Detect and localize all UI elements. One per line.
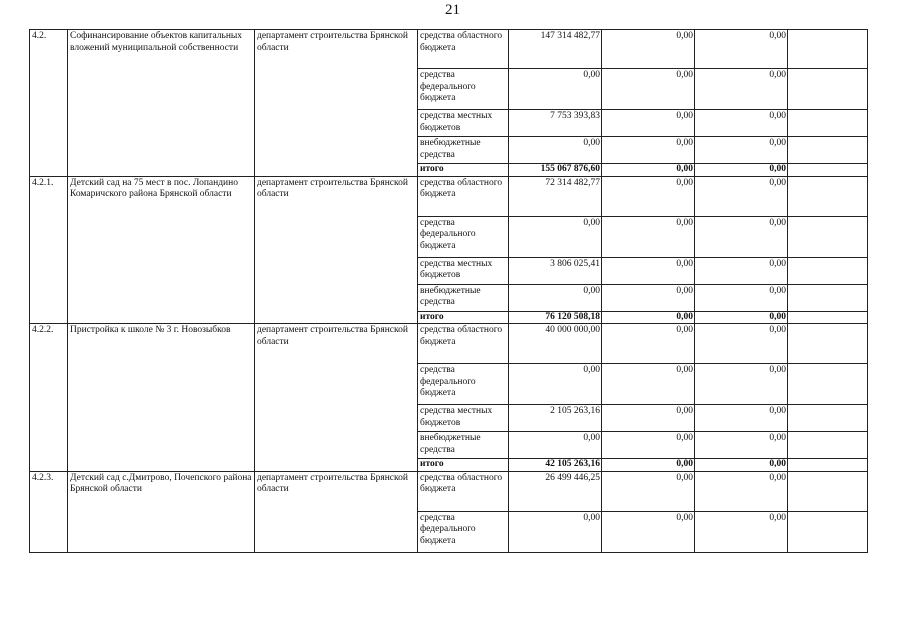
amount-cell: 7 753 393,83 <box>509 110 602 137</box>
funding-source: средства местных бюджетов <box>418 110 509 137</box>
amount-cell: 0,00 <box>695 69 788 110</box>
amount-cell: 0,00 <box>695 110 788 137</box>
empty-cell <box>788 471 868 511</box>
amount-cell: 0,00 <box>602 137 695 164</box>
amount-cell: 0,00 <box>602 257 695 284</box>
amount-cell: 0,00 <box>602 176 695 216</box>
empty-cell <box>788 216 868 257</box>
amount-cell: 0,00 <box>602 30 695 69</box>
measure-name: Детский сад на 75 мест в пос. Лопандино Комаричского района Брянской области <box>68 176 255 324</box>
amount-cell: 0,00 <box>695 284 788 311</box>
amount-cell: 0,00 <box>509 137 602 164</box>
table-row <box>30 471 868 511</box>
budget-table-body <box>30 30 868 553</box>
amount-cell: 42 105 263,16 <box>509 459 602 472</box>
amount-cell: 0,00 <box>602 311 695 324</box>
amount-cell: 0,00 <box>509 69 602 110</box>
measure-name: Пристройка к школе № 3 г. Новозыбков <box>68 324 255 472</box>
amount-cell: 0,00 <box>509 364 602 405</box>
empty-cell <box>788 459 868 472</box>
amount-cell: 72 314 482,77 <box>509 176 602 216</box>
amount-cell: 0,00 <box>695 311 788 324</box>
amount-cell: 155 067 876,60 <box>509 164 602 177</box>
amount-cell: 26 499 446,25 <box>509 471 602 511</box>
amount-cell: 0,00 <box>695 511 788 552</box>
amount-cell: 0,00 <box>602 110 695 137</box>
empty-cell <box>788 176 868 216</box>
funding-source: внебюджетные средства <box>418 432 509 459</box>
empty-cell <box>788 110 868 137</box>
empty-cell <box>788 432 868 459</box>
amount-cell: 0,00 <box>602 284 695 311</box>
amount-cell: 0,00 <box>602 405 695 432</box>
amount-cell: 0,00 <box>695 257 788 284</box>
amount-cell: 76 120 508,18 <box>509 311 602 324</box>
table-row <box>30 30 868 69</box>
amount-cell: 0,00 <box>602 471 695 511</box>
amount-cell: 0,00 <box>509 216 602 257</box>
funding-source: средства федерального бюджета <box>418 511 509 552</box>
amount-cell: 0,00 <box>602 364 695 405</box>
amount-cell: 0,00 <box>509 284 602 311</box>
amount-cell: 2 105 263,16 <box>509 405 602 432</box>
amount-cell: 0,00 <box>695 216 788 257</box>
amount-cell: 0,00 <box>695 459 788 472</box>
empty-cell <box>788 324 868 364</box>
funding-source: внебюджетные средства <box>418 137 509 164</box>
amount-cell: 0,00 <box>695 137 788 164</box>
row-code: 4.2.1. <box>30 176 68 324</box>
executor: департамент строительства Брянской области <box>255 30 418 177</box>
executor: департамент строительства Брянской области <box>255 176 418 324</box>
empty-cell <box>788 257 868 284</box>
funding-source: средства федерального бюджета <box>418 69 509 110</box>
empty-cell <box>788 364 868 405</box>
funding-source: средства областного бюджета <box>418 324 509 364</box>
executor: департамент строительства Брянской области <box>255 324 418 472</box>
amount-cell: 147 314 482,77 <box>509 30 602 69</box>
empty-cell <box>788 30 868 69</box>
funding-source: средства федерального бюджета <box>418 216 509 257</box>
funding-source: средства местных бюджетов <box>418 257 509 284</box>
funding-source: средства областного бюджета <box>418 30 509 69</box>
row-code: 4.2.3. <box>30 471 68 552</box>
amount-cell: 0,00 <box>695 405 788 432</box>
funding-source: средства областного бюджета <box>418 176 509 216</box>
empty-cell <box>788 164 868 177</box>
amount-cell: 40 000 000,00 <box>509 324 602 364</box>
empty-cell <box>788 405 868 432</box>
empty-cell <box>788 137 868 164</box>
amount-cell: 0,00 <box>695 324 788 364</box>
amount-cell: 0,00 <box>509 511 602 552</box>
empty-cell <box>788 311 868 324</box>
amount-cell: 0,00 <box>602 216 695 257</box>
amount-cell: 0,00 <box>695 432 788 459</box>
funding-source: итого <box>418 164 509 177</box>
page-number: 21 <box>445 2 460 18</box>
amount-cell: 0,00 <box>602 459 695 472</box>
amount-cell: 3 806 025,41 <box>509 257 602 284</box>
amount-cell: 0,00 <box>695 30 788 69</box>
funding-source: средства местных бюджетов <box>418 405 509 432</box>
amount-cell: 0,00 <box>602 324 695 364</box>
amount-cell: 0,00 <box>695 176 788 216</box>
funding-source: итого <box>418 459 509 472</box>
amount-cell: 0,00 <box>695 471 788 511</box>
empty-cell <box>788 511 868 552</box>
amount-cell: 0,00 <box>602 511 695 552</box>
amount-cell: 0,00 <box>602 432 695 459</box>
measure-name: Софинансирование объектов капитальных вложений муниципальной собственности <box>68 30 255 177</box>
funding-source: внебюджетные средства <box>418 284 509 311</box>
funding-source: итого <box>418 311 509 324</box>
funding-source: средства областного бюджета <box>418 471 509 511</box>
table-row <box>30 324 868 364</box>
row-code: 4.2. <box>30 30 68 177</box>
table-row <box>30 176 868 216</box>
amount-cell: 0,00 <box>695 164 788 177</box>
budget-table <box>29 29 868 553</box>
empty-cell <box>788 69 868 110</box>
measure-name: Детский сад с.Дмитрово, Почепского района Брянской области <box>68 471 255 552</box>
row-code: 4.2.2. <box>30 324 68 472</box>
amount-cell: 0,00 <box>695 364 788 405</box>
empty-cell <box>788 284 868 311</box>
amount-cell: 0,00 <box>602 69 695 110</box>
executor: департамент строительства Брянской области <box>255 471 418 552</box>
funding-source: средства федерального бюджета <box>418 364 509 405</box>
amount-cell: 0,00 <box>602 164 695 177</box>
amount-cell: 0,00 <box>509 432 602 459</box>
